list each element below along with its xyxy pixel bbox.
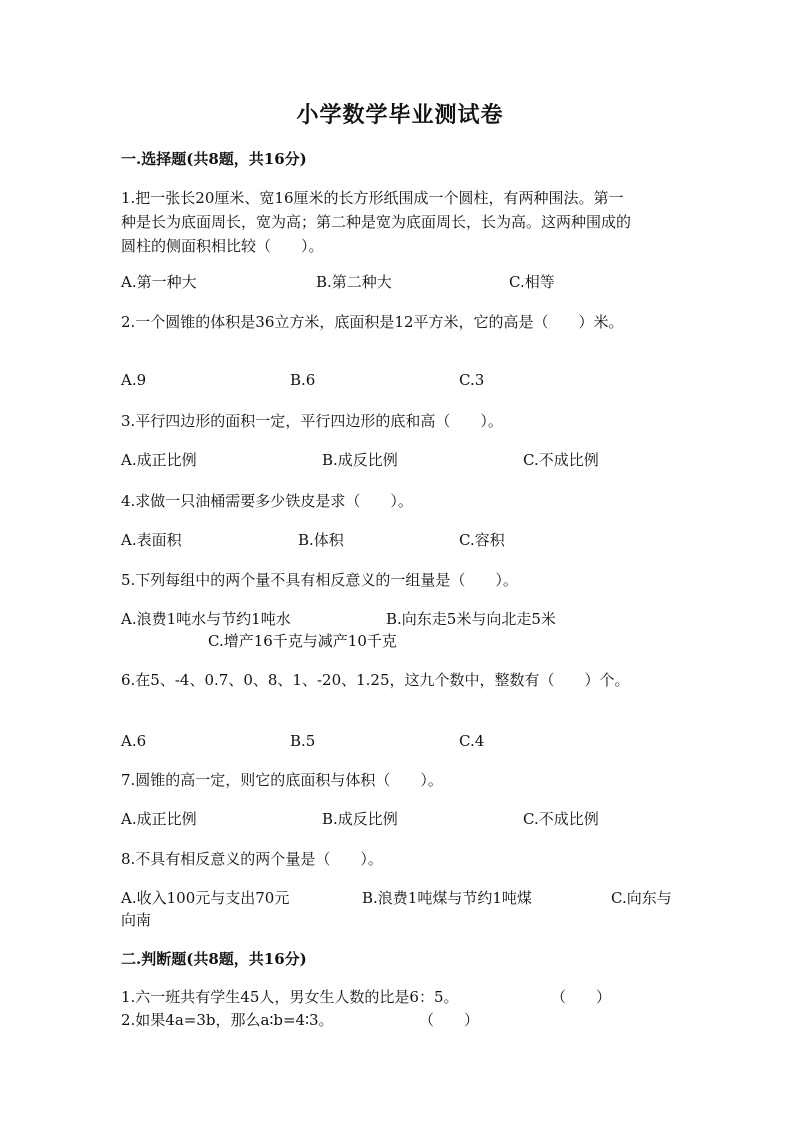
question-7-option-b: B.成反比例 xyxy=(322,810,398,828)
judgement-2-text: 2.如果4a=3b，那么a∶b=4∶3。 xyxy=(121,1011,334,1029)
question-3-text: 3.平行四边形的面积一定，平行四边形的底和高（ ）。 xyxy=(121,412,503,430)
question-2-option-c: C.3 xyxy=(459,371,485,389)
question-3-option-b: B.成反比例 xyxy=(322,451,398,469)
question-8-option-c: C.向东与 xyxy=(611,889,672,907)
judgement-1-blank: （ ） xyxy=(551,988,612,1006)
section-heading-choice: 一.选择题(共8题，共16分) xyxy=(121,150,307,168)
page-title: 小学数学毕业测试卷 xyxy=(296,102,504,128)
question-8-option-c-wrap: 向南 xyxy=(121,911,152,929)
judgement-1-text: 1.六一班共有学生45人，男女生人数的比是6：5。 xyxy=(121,988,459,1006)
question-3-option-a: A.成正比例 xyxy=(121,451,197,469)
question-6-option-b: B.5 xyxy=(290,732,316,750)
question-4-option-a: A.表面积 xyxy=(121,531,182,549)
question-6-option-c: C.4 xyxy=(459,732,485,750)
question-5-option-c: C.增产16千克与减产10千克 xyxy=(208,632,397,650)
question-1-line-1: 1.把一张长20厘米、宽16厘米的长方形纸围成一个圆柱，有两种围法。第一 xyxy=(121,189,624,207)
question-7-option-a: A.成正比例 xyxy=(121,810,197,828)
question-2-text: 2.一个圆锥的体积是36立方米，底面积是12平方米，它的高是（ ）米。 xyxy=(121,313,624,331)
question-1-option-a: A.第一种大 xyxy=(121,273,197,291)
question-2-option-a: A.9 xyxy=(121,371,147,389)
question-1-option-b: B.第二种大 xyxy=(316,273,392,291)
question-8-text: 8.不具有相反意义的两个量是（ ）。 xyxy=(121,850,383,868)
question-4-option-b: B.体积 xyxy=(298,531,344,549)
question-3-option-c: C.不成比例 xyxy=(523,451,599,469)
question-8-option-a: A.收入100元与支出70元 xyxy=(121,889,290,907)
question-4-text: 4.求做一只油桶需要多少铁皮是求（ ）。 xyxy=(121,492,413,510)
question-6-option-a: A.6 xyxy=(121,732,147,750)
question-6-text: 6.在5、-4、0.7、0、8、1、-20、1.25，这九个数中，整数有（ ）个。 xyxy=(121,671,630,689)
question-7-option-c: C.不成比例 xyxy=(523,810,599,828)
question-5-option-a: A.浪费1吨水与节约1吨水 xyxy=(121,610,291,628)
section-heading-judgement: 二.判断题(共8题，共16分) xyxy=(121,950,307,968)
question-5-text: 5.下列每组中的两个量不具有相反意义的一组量是（ ）。 xyxy=(121,571,518,589)
question-1-option-c: C.相等 xyxy=(509,273,555,291)
judgement-2-blank: （ ） xyxy=(419,1011,480,1029)
question-2-option-b: B.6 xyxy=(290,371,316,389)
question-8-option-b: B.浪费1吨煤与节约1吨煤 xyxy=(362,889,532,907)
question-5-option-b: B.向东走5米与向北走5米 xyxy=(386,610,556,628)
question-1-line-2: 种是长为底面周长，宽为高；第二种是宽为底面周长，长为高。这两种围成的 xyxy=(121,213,632,231)
question-4-option-c: C.容积 xyxy=(459,531,505,549)
question-7-text: 7.圆锥的高一定，则它的底面积与体积（ ）。 xyxy=(121,771,443,789)
question-1-line-3: 圆柱的侧面积相比较（ ）。 xyxy=(121,237,324,255)
